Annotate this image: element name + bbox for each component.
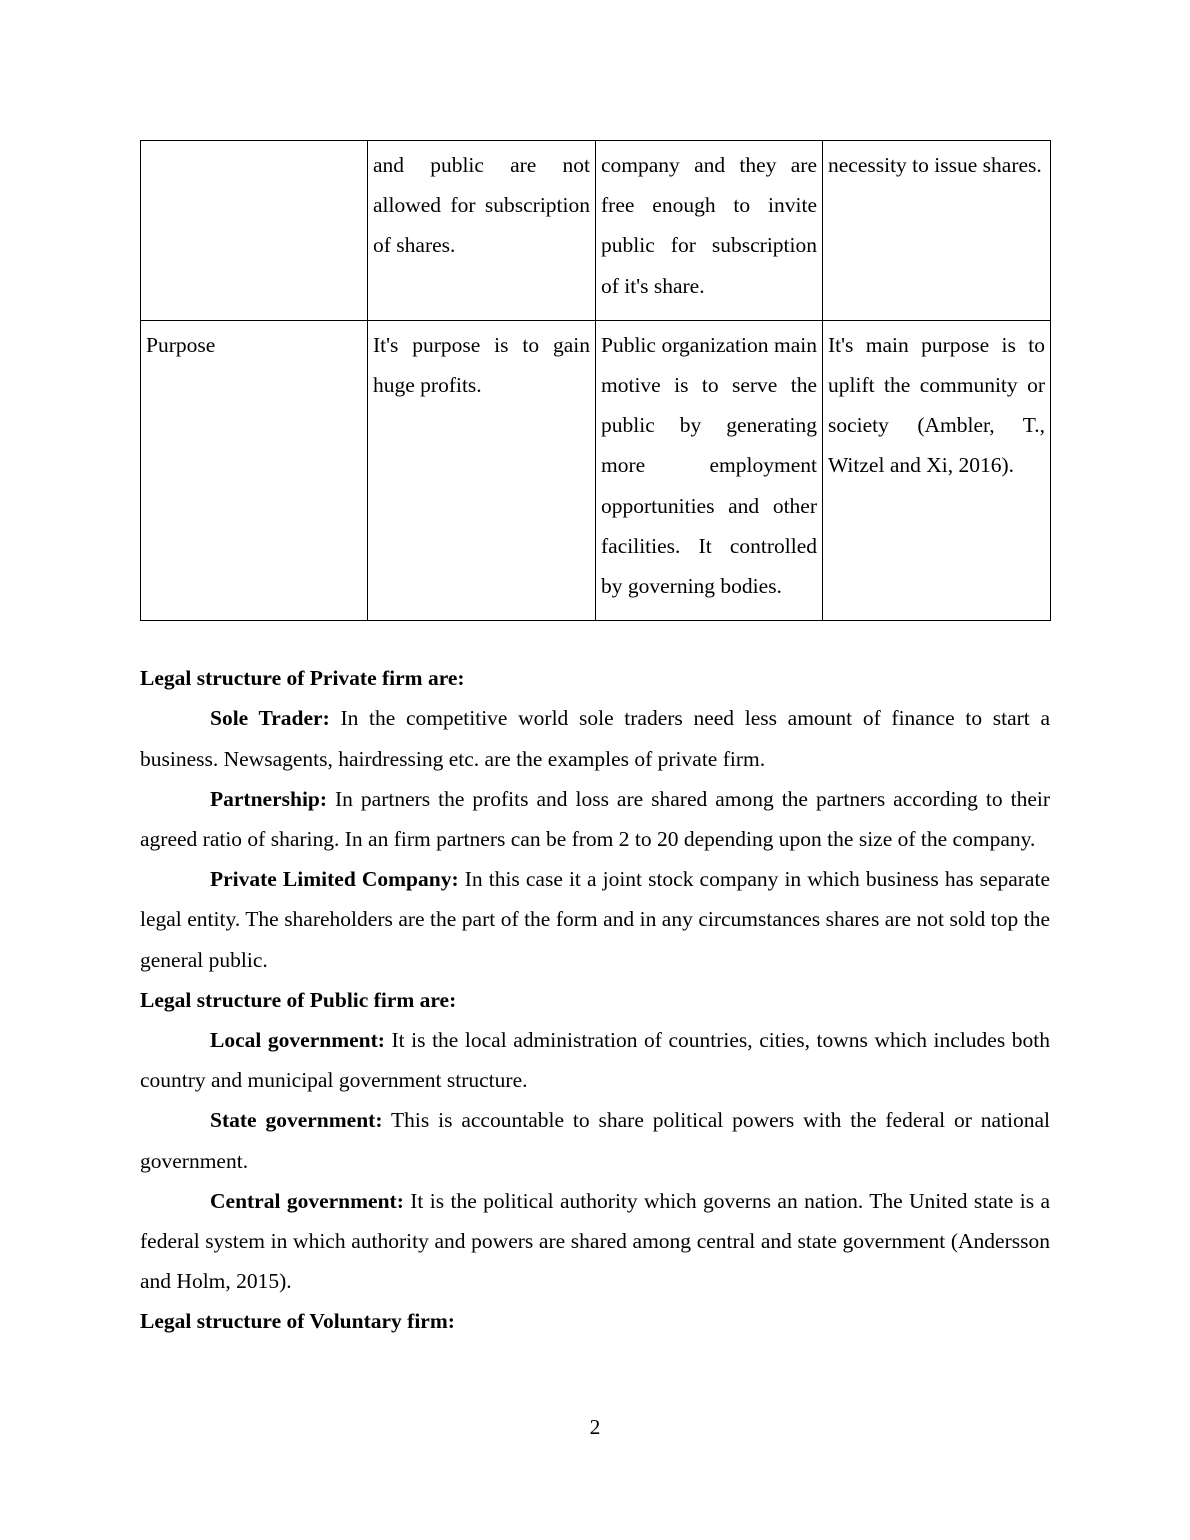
sole-trader-text: In the competitive world sole traders need less amount of finance to start a business. Newsagents, hairdressing etc. are the examples of private firm. (140, 706, 1050, 771)
central-government-paragraph (140, 1181, 1050, 1302)
table-cell-label: Purpose (141, 320, 368, 620)
public-firm-heading: Legal structure of Public firm are: (140, 987, 457, 1012)
partnership-term: Partnership: (210, 786, 328, 811)
local-government-term: Local government: (210, 1028, 385, 1053)
state-government-text: This is accountable to share political powers with the federal or national government. (140, 1108, 1050, 1173)
table-cell-label (141, 141, 368, 321)
private-limited-paragraph (140, 859, 1050, 980)
body-text (140, 658, 1050, 1341)
table-cell-private: It's purpose is to gain huge profits. (368, 320, 596, 620)
table-cell-public: Public organization main motive is to serve the public by generating more employment opportunities and other facilities. It controlled by governing bodies. (596, 320, 823, 620)
partnership-paragraph (140, 779, 1050, 859)
sole-trader-term: Sole Trader: (210, 706, 330, 731)
sole-trader-paragraph (140, 698, 1050, 778)
local-government-paragraph (140, 1020, 1050, 1100)
table-row (141, 320, 1051, 620)
state-government-paragraph (140, 1100, 1050, 1180)
private-firm-heading: Legal structure of Private firm are: (140, 666, 465, 691)
central-government-term: Central government: (210, 1188, 404, 1213)
table-row (141, 141, 1051, 321)
voluntary-firm-heading: Legal structure of Voluntary firm: (140, 1309, 455, 1334)
page-number: 2 (589, 1415, 601, 1439)
table-cell-private: and public are not allowed for subscription of shares. (368, 141, 596, 321)
document-page (140, 140, 1050, 1342)
comparison-table (140, 140, 1051, 621)
partnership-text: In partners the profits and loss are shared among the partners according to their agreed ratio of sharing. In an firm partners can be from 2 to 20 depending upon the size of the company. (140, 786, 1050, 852)
private-limited-term: Private Limited Company: (210, 867, 459, 892)
state-government-term: State government: (210, 1108, 383, 1133)
central-government-text: It is the political authority which governs an nation. The United state is a federal system in which authority and powers are shared among central and state government (Andersson and Holm, 2015). (140, 1188, 1050, 1294)
table-cell-voluntary: necessity to issue shares. (823, 141, 1051, 321)
private-limited-text: In this case it a joint stock company in which business has separate legal entity. The shareholders are the part of the form and in any circumstances shares are not sold top the general public. (140, 867, 1050, 972)
local-government-text: It is the local administration of countries, cities, towns which includes both country and municipal government structure. (140, 1028, 1050, 1093)
table-cell-voluntary: It's main purpose is to uplift the community or society (Ambler, T., Witzel and Xi, 2016). (823, 320, 1051, 620)
table-cell-public: company and they are free enough to invite public for subscription of it's share. (596, 141, 823, 321)
